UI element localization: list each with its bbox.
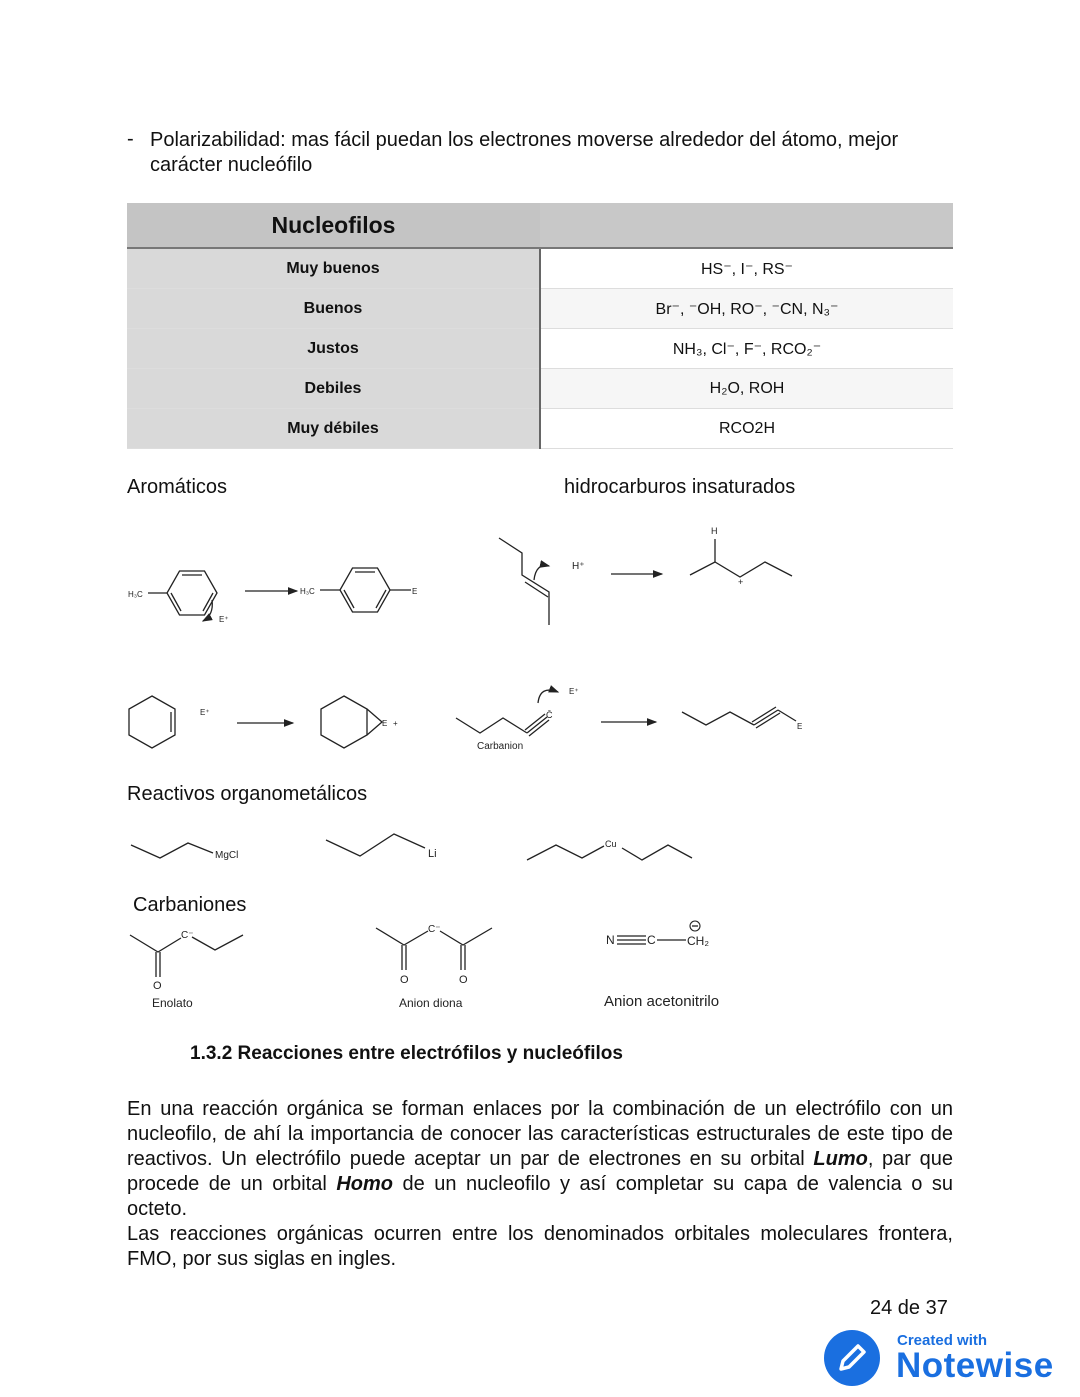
c-anion-label: C⁻: [181, 930, 194, 941]
text-span: , par que procede de un orbital: [127, 1148, 953, 1195]
carbanion-structure: [456, 687, 579, 752]
c-minus-label: C̄: [546, 710, 553, 720]
carbanion-label: Carbanion: [477, 741, 524, 752]
row-value: HS⁻, I⁻, RS⁻: [540, 248, 953, 289]
organocuprate-structure: [527, 839, 692, 860]
homo-term: Homo: [336, 1173, 393, 1195]
mgcl-label: MgCl: [215, 850, 239, 861]
h3c-label: H₃C: [128, 590, 143, 599]
e-label: E: [797, 722, 803, 731]
ch2-label: CH₂: [687, 934, 709, 948]
h3c-label: H₃C: [300, 587, 315, 596]
organolithium-structure: [326, 834, 437, 860]
anion-acetonitrilo-label: Anion acetonitrilo: [604, 993, 720, 1010]
logo-big-text: Notewise: [896, 1346, 1054, 1385]
notewise-logo: [824, 1330, 1064, 1388]
anion-acetonitrilo-structure: [604, 921, 719, 1010]
row-value: NH₃, Cl⁻, F⁻, RCO₂⁻: [540, 329, 953, 369]
row-value: H₂O, ROH: [540, 369, 953, 409]
bullet-marker: -: [127, 128, 134, 150]
e-plus-label: E⁺: [569, 687, 579, 696]
section-heading: 1.3.2 Reacciones entre electrófilos y nucleófilos: [190, 1043, 623, 1064]
text-span: En una reacción orgánica se forman enlaces por la combinación de un electrófilo con un nucleofilo, de ahí la importancia de conocer las características estructurales de este tipo de reactivos. Un electrófilo puede aceptar un par de electrones en su orbital: [127, 1098, 953, 1170]
bullet-text: Polarizabilidad: mas fácil puedan los electrones moverse alrededor del átomo, mejor carácter nucleófilo: [150, 129, 899, 176]
plus-label: +: [738, 577, 744, 587]
o-label: O: [153, 980, 162, 992]
cyclohexene-structure: [129, 696, 210, 748]
c-label: C: [647, 933, 656, 947]
anion-diona-structure: [376, 924, 492, 1010]
row-value: RCO2H: [540, 409, 953, 449]
cu-label: Cu: [605, 839, 617, 849]
row-label: Debiles: [127, 369, 540, 409]
section-insaturados: hidrocarburos insaturados: [564, 476, 796, 498]
e-plus-label: E⁺: [200, 708, 210, 717]
section-carbaniones: Carbaniones: [133, 894, 247, 916]
grignard-structure: [131, 843, 238, 861]
enolato-label: Enolato: [152, 996, 193, 1010]
table-header-title: Nucleofilos: [127, 203, 540, 248]
row-label: Justos: [127, 329, 540, 369]
section-aromaticos: Aromáticos: [127, 476, 228, 498]
curved-arrow-icon: [534, 566, 549, 580]
page-number: 24 de 37: [870, 1297, 948, 1319]
e-label: E: [412, 587, 418, 596]
h-label: H: [711, 526, 718, 536]
text-span: de un nucleofilo y así completar su capa de valencia o su octeto.: [127, 1173, 954, 1220]
toluene-structure: [128, 571, 229, 624]
anion-diona-label: Anion diona: [399, 996, 463, 1010]
row-label: Buenos: [127, 289, 540, 329]
e-label: E: [382, 719, 388, 728]
logo-small-text: Created with: [897, 1332, 988, 1349]
h-plus-label: H⁺: [572, 561, 585, 572]
paragraph-2: Las reacciones orgánicas ocurren entre los denominados orbitales moleculares frontera, FMO, por sus siglas en ingles.: [127, 1223, 953, 1270]
substituted-alkyne-structure: [682, 707, 802, 731]
c-anion-label: C⁻: [428, 924, 441, 935]
o-label: O: [400, 974, 409, 986]
plus-label: +: [393, 719, 398, 728]
substituted-toluene-structure: [300, 568, 417, 612]
o-label: O: [459, 974, 468, 986]
row-label: Muy buenos: [127, 248, 540, 289]
row-label: Muy débiles: [127, 409, 540, 449]
carbocation-structure: [690, 526, 792, 587]
curved-arrow-icon: [538, 690, 558, 703]
lumo-term: Lumo: [813, 1148, 868, 1170]
section-organometalicos: Reactivos organometálicos: [127, 783, 368, 805]
li-label: Li: [428, 848, 437, 860]
n-label: N: [606, 933, 615, 947]
paragraph-1: [127, 1097, 953, 1222]
body-paragraph: [127, 1097, 953, 1272]
row-value: Br⁻, ⁻OH, RO⁻, ⁻CN, N₃⁻: [540, 289, 953, 329]
enolato-structure: [130, 930, 243, 1010]
alkene-structure: [499, 538, 585, 625]
e-plus-label: E⁺: [219, 615, 229, 624]
epoxide-like-structure: [321, 696, 398, 748]
pencil-icon: [824, 1330, 880, 1386]
